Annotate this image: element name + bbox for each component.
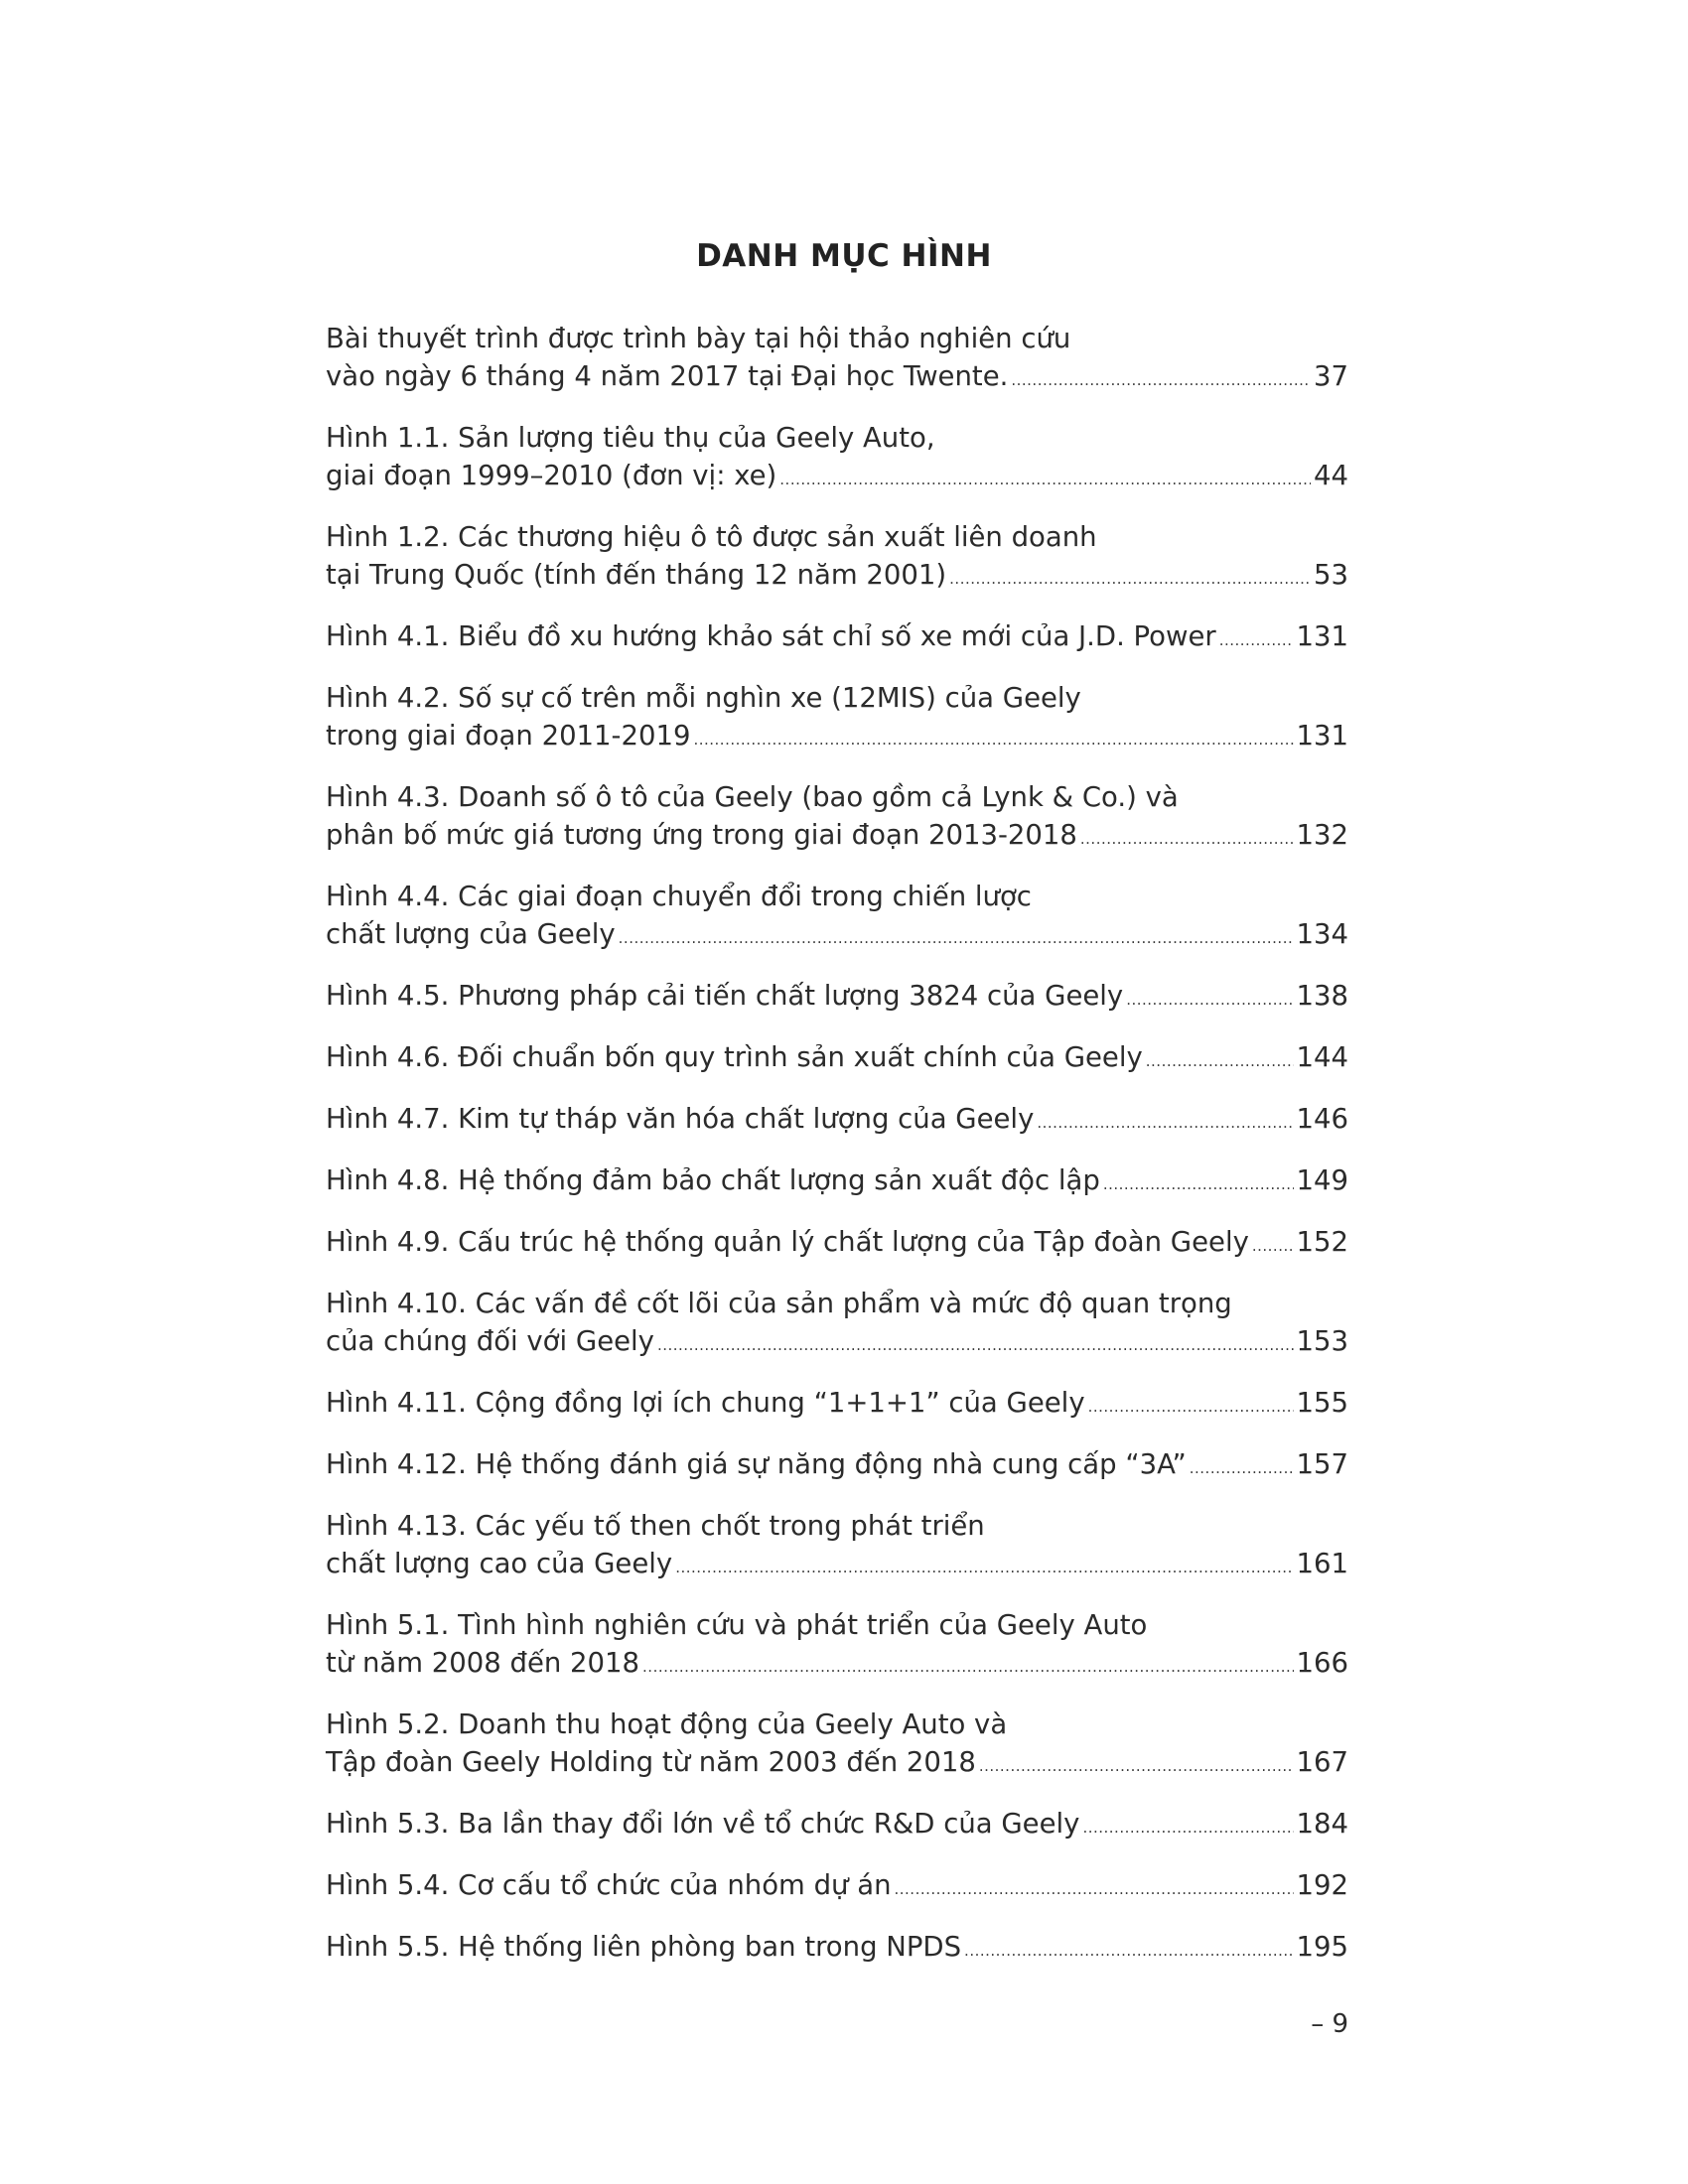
figure-entry-text: Hình 4.12. Hệ thống đánh giá sự năng động nhà cung cấp “3A”	[326, 1448, 1187, 1480]
dot-leader	[642, 1648, 1293, 1686]
figure-entry-row	[326, 1384, 1348, 1426]
page-title: DANH MỤC HÌNH	[696, 238, 992, 274]
figure-entry-text: Hình 5.5. Hệ thống liên phòng ban trong NPDS	[326, 1931, 962, 1963]
figure-entry	[326, 1928, 1348, 1970]
figure-page-number: 161	[1296, 1548, 1348, 1579]
figure-entry	[326, 1223, 1348, 1265]
figure-page-number: 167	[1296, 1746, 1348, 1778]
figure-entry-text: Hình 4.13. Các yếu tố then chốt trong phát triển	[326, 1510, 985, 1542]
figure-entry-text: từ năm 2008 đến 2018	[326, 1647, 640, 1679]
figure-page-number: 157	[1296, 1448, 1348, 1480]
figure-page-number: 184	[1296, 1808, 1348, 1840]
figure-entry	[326, 878, 1348, 957]
figure-entry-text: Hình 1.2. Các thương hiệu ô tô được sản xuất liên doanh	[326, 521, 1097, 553]
dot-leader	[1252, 1227, 1294, 1265]
figure-entry-row	[326, 1161, 1348, 1203]
figure-entry-text: Hình 4.10. Các vấn đề cốt lõi của sản phẩm và mức độ quan trọng	[326, 1288, 1232, 1319]
figure-entry	[326, 778, 1348, 858]
figure-entry-text: Hình 4.6. Đối chuẩn bốn quy trình sản xuất chính của Geely	[326, 1041, 1143, 1073]
figure-entry-text: Hình 4.3. Doanh số ô tô của Geely (bao gồm cả Lynk & Co.) và	[326, 781, 1179, 813]
figure-page-number: 152	[1296, 1226, 1348, 1258]
figure-entry-text: Hình 4.2. Số sự cố trên mỗi nghìn xe (12MIS) của Geely	[326, 682, 1081, 714]
dot-leader	[619, 919, 1294, 957]
figure-entry-row	[326, 1928, 1348, 1970]
figure-entry	[326, 1866, 1348, 1908]
dot-leader	[964, 1932, 1293, 1970]
figure-entry	[326, 1285, 1348, 1364]
figure-entry	[326, 1706, 1348, 1785]
figure-entry-row	[326, 1866, 1348, 1908]
figure-page-number: 192	[1296, 1869, 1348, 1901]
figure-entry-row	[326, 1644, 1348, 1686]
figure-entry-text: Hình 5.2. Doanh thu hoạt động của Geely Auto và	[326, 1708, 1008, 1740]
figure-entry-text: chất lượng của Geely	[326, 918, 616, 950]
figure-entry-text: Hình 4.8. Hệ thống đảm bảo chất lượng sản xuất độc lập	[326, 1164, 1100, 1196]
dot-leader	[779, 461, 1311, 498]
figure-entry	[326, 977, 1348, 1019]
figure-entry	[326, 679, 1348, 758]
figure-entry-row	[326, 1545, 1348, 1586]
figure-entry-row	[326, 977, 1348, 1019]
figure-entry-text: phân bố mức giá tương ứng trong giai đoạn 2013-2018	[326, 819, 1077, 851]
figure-entry	[326, 1161, 1348, 1203]
figure-page-number: 166	[1296, 1647, 1348, 1679]
figure-entry-text: Hình 4.7. Kim tự tháp văn hóa chất lượng của Geely	[326, 1103, 1035, 1135]
figure-page-number: 131	[1296, 720, 1348, 751]
figure-entry-row	[326, 1805, 1348, 1846]
figure-entry-row	[326, 556, 1348, 598]
figure-entry-row	[326, 357, 1348, 399]
dot-leader	[1126, 981, 1293, 1019]
figure-entry-row	[326, 1445, 1348, 1487]
figure-entry	[326, 1606, 1348, 1686]
figure-page-number: 53	[1314, 559, 1348, 591]
figure-entry-text: Hình 5.1. Tình hình nghiên cứu và phát triển của Geely Auto	[326, 1609, 1148, 1641]
dot-leader	[675, 1549, 1293, 1586]
dot-leader	[1082, 1809, 1293, 1846]
dot-leader	[895, 1870, 1294, 1908]
figure-entry-text: chất lượng cao của Geely	[326, 1548, 673, 1579]
figure-entry	[326, 1038, 1348, 1080]
figure-page-number: 146	[1296, 1103, 1348, 1135]
figure-page-number: 132	[1296, 819, 1348, 851]
dot-leader	[949, 560, 1311, 598]
figure-list	[326, 320, 1348, 1989]
figure-entry-text: của chúng đối với Geely	[326, 1325, 654, 1357]
figure-entry-text: giai đoạn 1999–2010 (đơn vị: xe)	[326, 460, 777, 491]
figure-entry	[326, 1445, 1348, 1487]
figure-entry	[326, 518, 1348, 598]
dot-leader	[979, 1747, 1294, 1785]
figure-entry-row	[326, 1322, 1348, 1364]
figure-entry-row	[326, 1038, 1348, 1080]
figure-entry-text: Hình 4.4. Các giai đoạn chuyển đổi trong chiến lược	[326, 881, 1032, 912]
dot-leader	[1103, 1165, 1294, 1203]
dot-leader	[1146, 1042, 1294, 1080]
figure-entry-text: Hình 5.4. Cơ cấu tổ chức của nhóm dự án	[326, 1869, 892, 1901]
figure-entry-text: Tập đoàn Geely Holding từ năm 2003 đến 2018	[326, 1746, 976, 1778]
figure-page-number: 138	[1296, 980, 1348, 1012]
figure-entry	[326, 617, 1348, 659]
figure-entry-text: Hình 4.11. Cộng đồng lợi ích chung “1+1+1” của Geely	[326, 1387, 1085, 1419]
figure-entry-text: vào ngày 6 tháng 4 năm 2017 tại Đại học Twente.	[326, 360, 1009, 392]
figure-page-number: 144	[1296, 1041, 1348, 1073]
figure-page-number: 195	[1296, 1931, 1348, 1963]
figure-entry-text: Hình 1.1. Sản lượng tiêu thụ của Geely Auto,	[326, 422, 935, 454]
dot-leader	[1190, 1449, 1294, 1487]
page-number: – 9	[1311, 2009, 1348, 2039]
figure-entry-row	[326, 1743, 1348, 1785]
dot-leader	[1088, 1388, 1294, 1426]
figure-entry	[326, 1805, 1348, 1846]
figure-entry-row	[326, 816, 1348, 858]
figure-entry-text: Hình 4.9. Cấu trúc hệ thống quản lý chất lượng của Tập đoàn Geely	[326, 1226, 1249, 1258]
figure-page-number: 153	[1296, 1325, 1348, 1357]
figure-entry-text: Hình 4.5. Phương pháp cải tiến chất lượng 3824 của Geely	[326, 980, 1124, 1012]
figure-entry-row	[326, 617, 1348, 659]
figure-entry-text: Hình 5.3. Ba lần thay đổi lớn về tổ chức R&D của Geely	[326, 1808, 1080, 1840]
figure-entry	[326, 1384, 1348, 1426]
figure-page-number: 131	[1296, 620, 1348, 652]
dot-leader	[1037, 1104, 1293, 1142]
figure-entry-text: Bài thuyết trình được trình bày tại hội thảo nghiên cứu	[326, 323, 1071, 354]
figure-entry-text: tại Trung Quốc (tính đến tháng 12 năm 2001)	[326, 559, 947, 591]
figure-entry-text: trong giai đoạn 2011-2019	[326, 720, 691, 751]
dot-leader	[693, 721, 1293, 758]
figure-entry-row	[326, 1223, 1348, 1265]
figure-entry	[326, 1100, 1348, 1142]
figure-page-number: 37	[1314, 360, 1348, 392]
figure-entry-row	[326, 717, 1348, 758]
figure-entry-text: Hình 4.1. Biểu đồ xu hướng khảo sát chỉ số xe mới của J.D. Power	[326, 620, 1216, 652]
figure-entry-row	[326, 915, 1348, 957]
figure-page-number: 44	[1314, 460, 1348, 491]
dot-leader	[1080, 820, 1294, 858]
figure-page-number: 134	[1296, 918, 1348, 950]
figure-page-number: 155	[1296, 1387, 1348, 1419]
figure-entry	[326, 320, 1348, 399]
figure-entry-row	[326, 457, 1348, 498]
dot-leader	[1219, 621, 1294, 659]
dot-leader	[657, 1326, 1294, 1364]
figure-entry	[326, 419, 1348, 498]
figure-entry-row	[326, 1100, 1348, 1142]
figure-entry	[326, 1507, 1348, 1586]
figure-page-number: 149	[1296, 1164, 1348, 1196]
dot-leader	[1011, 361, 1311, 399]
